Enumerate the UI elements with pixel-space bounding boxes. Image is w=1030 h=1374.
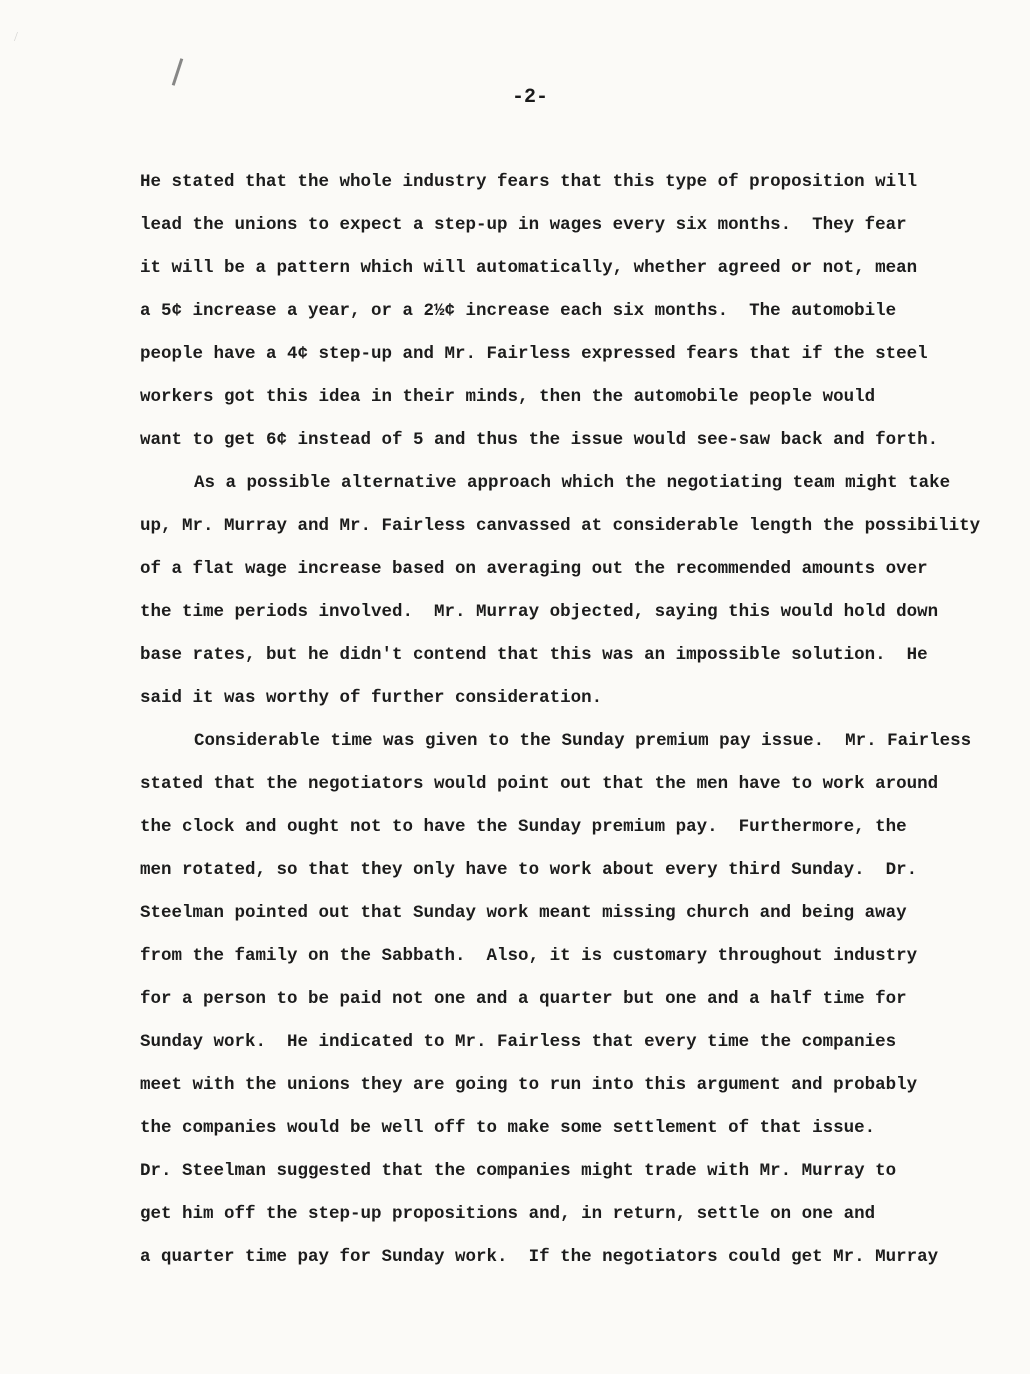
- text-line: for a person to be paid not one and a quarter but one and a half time for: [140, 989, 907, 1009]
- text-line: He stated that the whole industry fears that this type of proposition will: [140, 172, 918, 192]
- pencil-mark: [172, 58, 184, 86]
- text-line: from the family on the Sabbath. Also, it is customary throughout industry: [140, 946, 918, 966]
- text-line: Dr. Steelman suggested that the companies might trade with Mr. Murray to: [140, 1161, 897, 1181]
- text-line: lead the unions to expect a step-up in wages every six months. They fear: [140, 215, 907, 235]
- paragraph-start-line: Considerable time was given to the Sunday premium pay issue. Mr. Fairless: [194, 731, 972, 751]
- page-number: -2-: [512, 86, 549, 109]
- text-line: Steelman pointed out that Sunday work meant missing church and being away: [140, 903, 907, 923]
- text-line: of a flat wage increase based on averaging out the recommended amounts over: [140, 559, 928, 579]
- stray-mark: /: [14, 30, 18, 45]
- text-line: the clock and ought not to have the Sunday premium pay. Furthermore, the: [140, 817, 907, 837]
- text-line: base rates, but he didn't contend that this was an impossible solution. He: [140, 645, 928, 665]
- text-line: meet with the unions they are going to run into this argument and probably: [140, 1075, 918, 1095]
- text-line: get him off the step-up propositions and, in return, settle on one and: [140, 1204, 876, 1224]
- text-line: it will be a pattern which will automatically, whether agreed or not, mean: [140, 258, 918, 278]
- paragraph-start-line: As a possible alternative approach which the negotiating team might take: [194, 473, 951, 493]
- text-line: the companies would be well off to make some settlement of that issue.: [140, 1118, 876, 1138]
- text-line: men rotated, so that they only have to work about every third Sunday. Dr.: [140, 860, 918, 880]
- body-text: [140, 167, 1000, 1285]
- text-line: said it was worthy of further consideration.: [140, 688, 603, 708]
- text-line: a quarter time pay for Sunday work. If the negotiators could get Mr. Murray: [140, 1247, 939, 1267]
- text-line: a 5¢ increase a year, or a 2½¢ increase each six months. The automobile: [140, 301, 897, 321]
- text-line: Sunday work. He indicated to Mr. Fairless that every time the companies: [140, 1032, 897, 1052]
- text-line: people have a 4¢ step-up and Mr. Fairless expressed fears that if the steel: [140, 344, 928, 364]
- text-line: workers got this idea in their minds, then the automobile people would: [140, 387, 876, 407]
- text-line: up, Mr. Murray and Mr. Fairless canvassed at considerable length the possibility: [140, 516, 981, 536]
- text-line: want to get 6¢ instead of 5 and thus the issue would see-saw back and forth.: [140, 430, 939, 450]
- text-line: the time periods involved. Mr. Murray objected, saying this would hold down: [140, 602, 939, 622]
- text-line: stated that the negotiators would point out that the men have to work around: [140, 774, 939, 794]
